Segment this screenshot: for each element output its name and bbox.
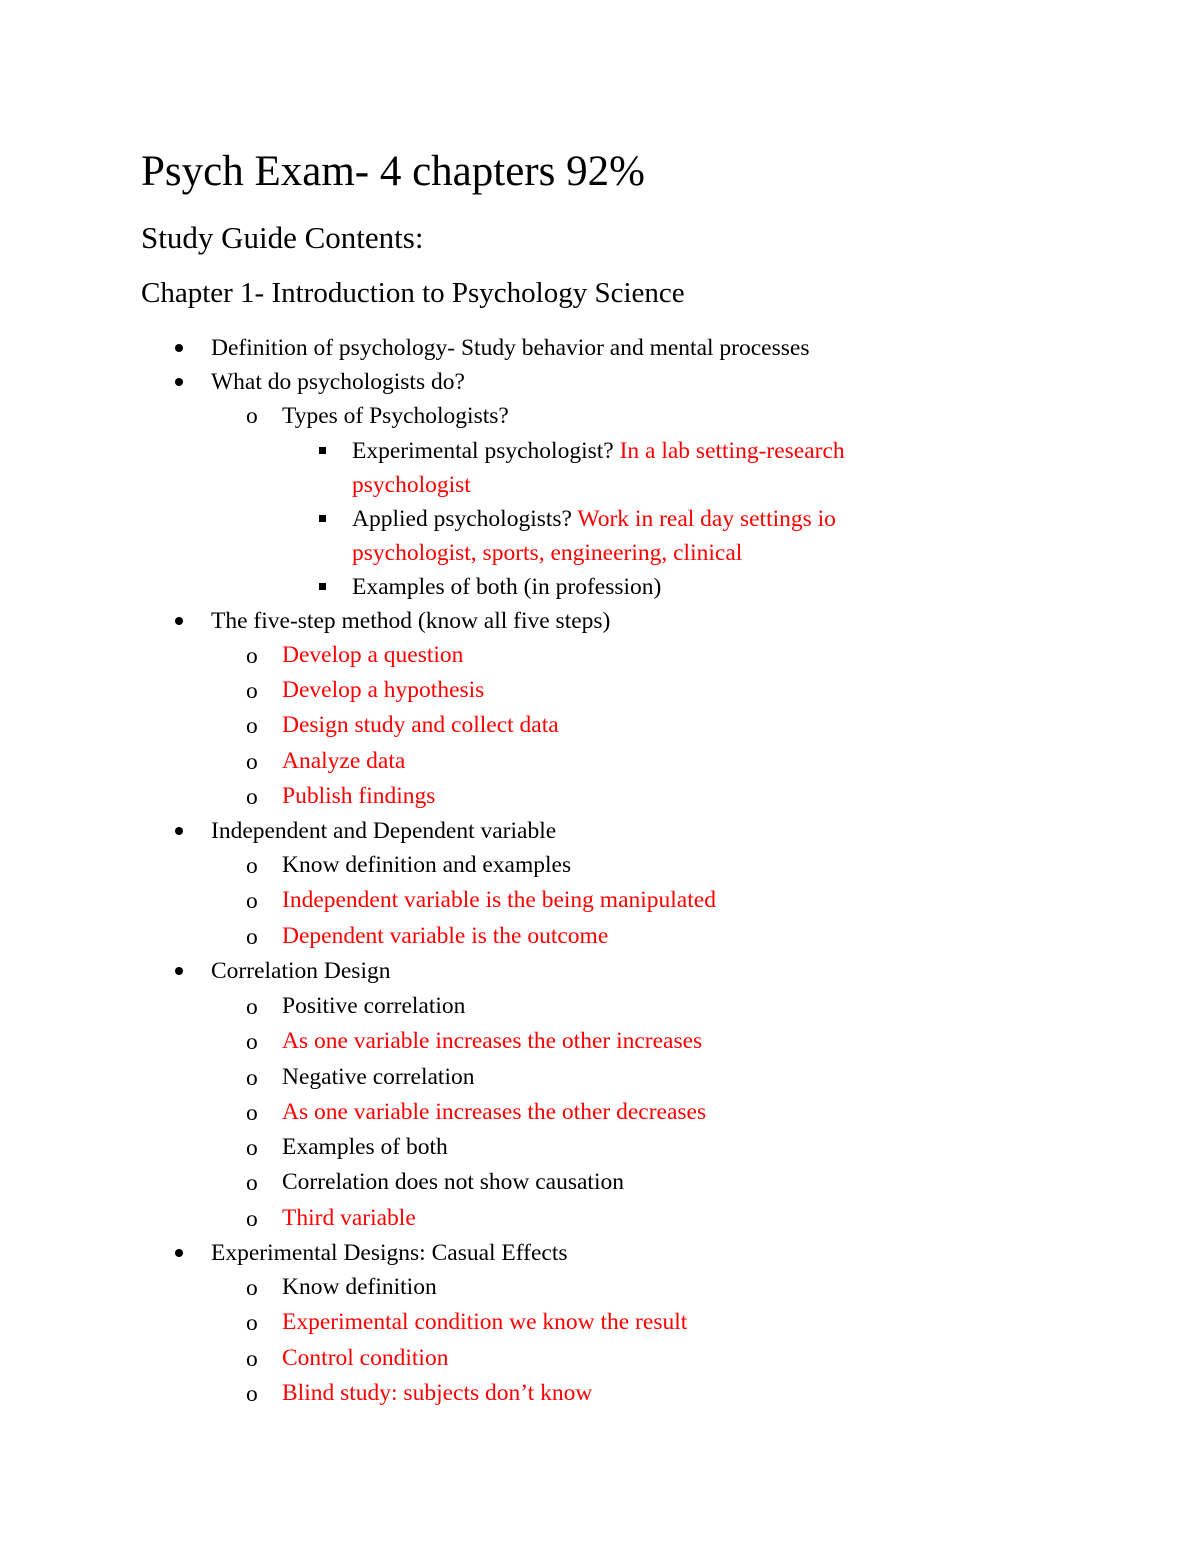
bullet-circle: o [246,713,258,739]
bullet-circle: o [246,994,258,1020]
bullet-circle: o [246,403,258,429]
list-item-sub: Independent variable is the being manipulated [282,887,716,913]
list-item-sub: Correlation does not show causation [282,1169,624,1195]
bullet-circle: o [246,784,258,810]
bullet-circle: o [246,643,258,669]
bullet-circle: o [246,1135,258,1161]
list-item-definition: Definition of psychology- Study behavior and mental processes [211,335,810,361]
list-item-sub: Know definition [282,1274,437,1300]
answer-continuation: psychologist [352,472,471,498]
list-item-sub: Dependent variable is the outcome [282,923,609,949]
list-item-step: Develop a question [282,642,464,668]
list-item-types: Types of Psychologists? [282,403,509,429]
list-item-step: Publish findings [282,783,436,809]
bullet-dot [175,827,183,835]
document-title: Psych Exam- 4 chapters 92% [141,148,645,195]
bullet-circle: o [246,924,258,950]
bullet-dot [175,378,183,386]
bullet-dot [175,1249,183,1257]
list-item-five-step: The five-step method (know all five steps) [211,608,611,634]
list-item-variables: Independent and Dependent variable [211,818,557,844]
bullet-circle: o [246,1206,258,1232]
list-item-sub: Blind study: subjects don’t know [282,1380,593,1406]
bullet-circle: o [246,1170,258,1196]
bullet-square [319,515,326,522]
list-item-what-do: What do psychologists do? [211,369,465,395]
chapter-heading: Chapter 1- Introduction to Psychology Science [141,277,685,309]
bullet-circle: o [246,1275,258,1301]
bullet-circle: o [246,888,258,914]
list-item-applied [352,502,836,536]
list-item-sub: Know definition and examples [282,852,572,878]
bullet-circle: o [246,678,258,704]
answer-text: Work in real day settings io [577,506,836,532]
bullet-circle: o [246,853,258,879]
bullet-circle: o [246,749,258,775]
list-item-sub: As one variable increases the other decreases [282,1099,707,1125]
list-item-experimental-designs: Experimental Designs: Casual Effects [211,1240,568,1266]
list-item-correlation: Correlation Design [211,958,391,984]
list-item-sub: Negative correlation [282,1064,475,1090]
bullet-circle: o [246,1310,258,1336]
list-item-sub: Third variable [282,1205,416,1231]
study-guide-heading: Study Guide Contents: [141,220,424,255]
bullet-circle: o [246,1029,258,1055]
bullet-dot [175,967,183,975]
bullet-circle: o [246,1100,258,1126]
question-text: Applied psychologists? [352,506,578,532]
answer-text: In a lab setting-research [619,438,845,464]
bullet-square [319,583,326,590]
list-item-sub: Experimental condition we know the result [282,1309,688,1335]
list-item-sub: Control condition [282,1345,449,1371]
list-item-experimental [352,434,845,468]
bullet-circle: o [246,1065,258,1091]
bullet-dot [175,617,183,625]
list-item-sub: As one variable increases the other increases [282,1028,703,1054]
list-item-step: Design study and collect data [282,712,559,738]
bullet-circle: o [246,1381,258,1407]
list-item-step: Analyze data [282,748,406,774]
bullet-square [319,447,326,454]
list-item-step: Develop a hypothesis [282,677,485,703]
list-item-sub: Positive correlation [282,993,466,1019]
list-item-sub: Examples of both [282,1134,448,1160]
bullet-dot [175,344,183,352]
bullet-circle: o [246,1346,258,1372]
list-item-examples-profession: Examples of both (in profession) [352,574,662,600]
question-text: Experimental psychologist? [352,438,620,464]
answer-continuation: psychologist, sports, engineering, clinical [352,540,743,566]
